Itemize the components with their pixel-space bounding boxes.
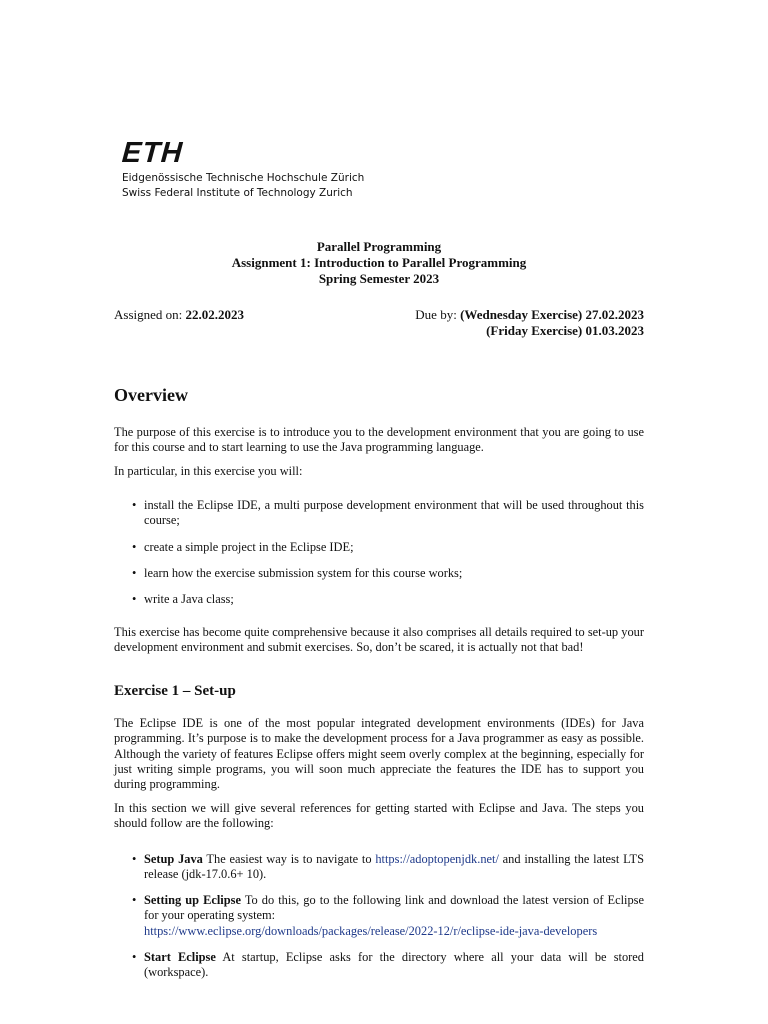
bullet-icon: • [132,498,137,512]
list-item [114,592,644,607]
step-title: Setting up Eclipse [144,893,241,907]
list-item [114,566,644,581]
exercise1-para2-text: In this section we will give several references for getting started with Eclipse and Java. The steps you should follow are the following: [114,801,644,831]
step-text: At startup, Eclipse asks for the directory where all your data will be stored (workspace). [144,950,644,980]
exercise1-para1-text: The Eclipse IDE is one of the most popular integrated development environments (IDEs) for Java programming. It’s purpose is to make the development process for a Java programmer as easy as possible. Although the variety of features Eclipse offers might seem overly complex at the beginning, especially for just writing simple programs, you will soon much appreciate the features the IDE has to support you during programming. [114,716,644,792]
overview-particular-text: In particular, in this exercise you will: [114,464,303,478]
overview-list-4 [114,592,644,607]
bullet-icon: • [132,592,137,606]
list-item-text: create a simple project in the Eclipse IDE; [144,540,354,554]
step-text: The easiest way is to navigate to [202,852,376,866]
eth-logo-mark: ETH [120,137,185,169]
overview-outro [114,625,644,656]
bullet-icon: • [132,540,137,554]
course-title: Parallel Programming [316,239,442,254]
overview-intro-text: The purpose of this exercise is to introduce you to the development environment that you are going to use for this course and to start learning to use the Java programming language. [114,425,644,455]
overview-list-2 [114,540,644,555]
list-item [114,950,644,981]
title-block [114,239,644,287]
adoptopenjdk-link[interactable]: https://adoptopenjdk.net/ [375,852,499,866]
eth-logo-german-name: Eidgenössische Technische Hochschule Zürich [122,172,365,184]
eclipse-download-link[interactable]: https://www.eclipse.org/downloads/packages/release/2022-12/r/eclipse-ide-java-developers [144,923,598,938]
due-friday: (Friday Exercise) 01.03.2023 [486,323,644,338]
step-title: Start Eclipse [144,950,216,964]
list-item-text: learn how the exercise submission system for this course works; [144,566,463,580]
bullet-icon: • [132,950,137,964]
exercise1-para1 [114,716,644,792]
assigned-value: 22.02.2023 [185,307,244,322]
step-setup-java [114,852,644,883]
assigned-date [114,307,244,323]
step-setup-eclipse [114,893,644,939]
step-text: To do this, go to the following link and download the latest version of Eclipse for your operating system: [144,893,645,923]
overview-heading: Overview [114,385,188,405]
overview-particular [114,464,644,479]
eth-logo-english-name: Swiss Federal Institute of Technology Zurich [122,187,353,199]
overview-list [114,498,644,529]
list-item-text: install the Eclipse IDE, a multi purpose development environment that will be used throughout this course; [144,498,644,528]
overview-intro [114,425,644,456]
bullet-icon: • [132,893,137,907]
semester-title: Spring Semester 2023 [318,271,440,286]
overview-list-3 [114,566,644,581]
exercise1-para2 [114,801,644,832]
eth-logo [120,137,365,201]
list-item [114,893,644,939]
exercise1-heading: Exercise 1 – Set-up [114,683,236,699]
due-wednesday: (Wednesday Exercise) 27.02.2023 [460,307,644,322]
list-item [114,540,644,555]
bullet-icon: • [132,852,137,866]
assigned-label: Assigned on: [114,307,183,322]
assignment-title: Assignment 1: Introduction to Parallel Programming [231,255,527,270]
list-item [114,498,644,529]
overview-outro-text: This exercise has become quite comprehensive because it also comprises all details required to set-up your development environment and submit exercises. So, don’t be scared, it is actually not that bad! [114,625,644,655]
step-start-eclipse [114,950,644,981]
due-dates [415,307,644,339]
list-item-text: write a Java class; [144,592,234,606]
step-title: Setup Java [144,852,203,866]
due-label: Due by: [415,307,457,322]
list-item [114,852,644,883]
step-text: and installing the latest LTS release (jdk-17.0.6+ 10). [144,852,644,882]
bullet-icon: • [132,566,137,580]
